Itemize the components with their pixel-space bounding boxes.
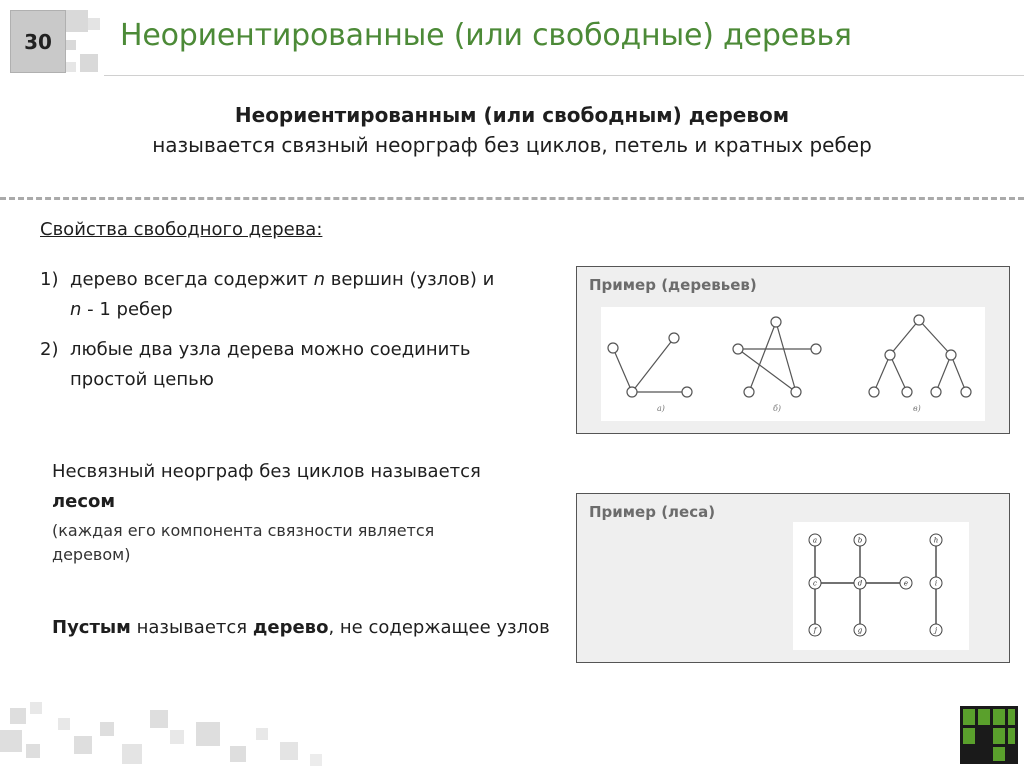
node-label-e: e	[903, 579, 909, 588]
empty-term: Пустым	[52, 617, 131, 638]
property-text	[70, 265, 580, 325]
forest-example-label: Пример (леса)	[589, 503, 716, 521]
property-number: 1)	[40, 269, 59, 290]
forest-example-box	[576, 493, 1010, 663]
variable-n: n	[70, 299, 82, 320]
forest-figure	[793, 522, 969, 650]
definition-text: называется связный неорграф без циклов, петель и кратных ребер	[152, 133, 872, 157]
tree-a	[608, 333, 692, 397]
node-label-j: j	[934, 626, 938, 635]
forest-note: (каждая его компонента связности является деревом)	[52, 521, 435, 564]
property-number: 2)	[40, 339, 59, 360]
definition-term: Неориентированным (или свободным) деревом	[234, 103, 790, 127]
trees-diagram	[601, 307, 985, 421]
logo-icon	[960, 706, 1018, 764]
forest-term: лесом	[52, 491, 116, 512]
forest-line: Несвязный неорграф без циклов называется	[52, 461, 481, 482]
tree-caption-a: а)	[657, 404, 665, 413]
node-label-c: c	[813, 579, 817, 588]
node-label-b: b	[857, 536, 863, 545]
properties-heading: Свойства свободного дерева:	[40, 219, 323, 240]
property-text-part: вершин (узлов) и	[325, 269, 495, 290]
forest-nodes	[809, 534, 942, 636]
trees-example-label: Пример (деревьев)	[589, 276, 757, 294]
dashed-divider	[0, 197, 1024, 200]
trees-example-box	[576, 266, 1010, 434]
property-item-1	[40, 265, 580, 325]
node-label-h: h	[933, 536, 939, 545]
variable-n: n	[313, 269, 325, 290]
tree-caption-b: б)	[773, 404, 782, 413]
node-label-g: g	[857, 626, 863, 635]
forest-diagram	[793, 522, 969, 650]
node-label-i: i	[934, 579, 938, 588]
tree-b	[733, 317, 821, 397]
empty-text-part: , не содержащее узлов	[328, 617, 550, 638]
slide-number: 30	[10, 10, 66, 73]
property-text-part: дерево всегда содержит	[70, 269, 314, 290]
definition-block	[0, 100, 1024, 160]
property-text: любые два узла дерева можно соединить простой цепью	[70, 339, 471, 390]
empty-text-part: называется	[130, 617, 253, 638]
empty-tree-definition	[52, 613, 572, 643]
title-divider	[104, 75, 1024, 76]
node-label-a: a	[812, 536, 818, 545]
node-label-f: f	[813, 626, 817, 635]
trees-figure	[601, 307, 985, 421]
property-text-part: - 1 ребер	[81, 299, 173, 320]
tree-caption-c: в)	[913, 404, 921, 413]
tree-term: дерево	[252, 617, 329, 638]
property-item-2	[40, 335, 580, 395]
tree-c	[869, 315, 971, 397]
page-title: Неориентированные (или свободные) деревья	[120, 18, 852, 53]
node-label-d: d	[857, 579, 863, 588]
forest-definition	[52, 457, 572, 567]
